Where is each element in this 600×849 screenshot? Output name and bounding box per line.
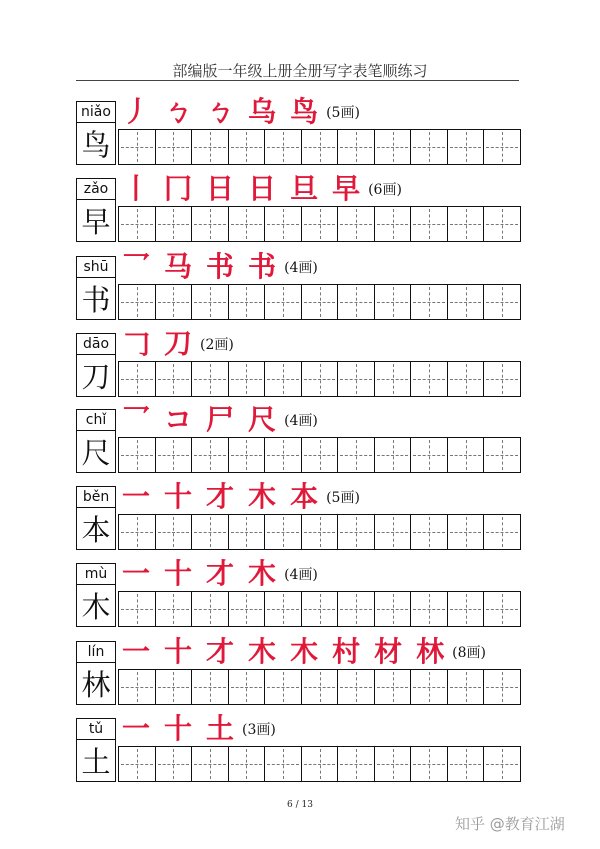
stroke-count-label: (5画) — [326, 490, 360, 506]
writing-cell[interactable] — [229, 515, 266, 549]
stroke-step: 林 — [416, 635, 445, 668]
writing-cell[interactable] — [375, 285, 412, 319]
writing-cell[interactable] — [265, 515, 302, 549]
writing-cell[interactable] — [192, 285, 229, 319]
writing-cell[interactable] — [338, 438, 375, 472]
stroke-count-label: (2画) — [200, 337, 234, 353]
writing-cell[interactable] — [156, 670, 193, 704]
writing-grid — [118, 669, 521, 705]
writing-cell[interactable] — [192, 515, 229, 549]
writing-cell[interactable] — [119, 438, 156, 472]
stroke-count-label: (8画) — [452, 645, 486, 661]
stroke-count-label: (4画) — [284, 413, 318, 429]
writing-cell[interactable] — [375, 515, 412, 549]
stroke-step: 书 — [206, 250, 235, 283]
stroke-step: 丨 — [122, 172, 151, 205]
writing-cell[interactable] — [448, 130, 485, 164]
writing-cell[interactable] — [411, 207, 448, 241]
writing-grid — [118, 437, 521, 473]
writing-cell[interactable] — [156, 285, 193, 319]
writing-cell[interactable] — [119, 207, 156, 241]
stroke-step: 冂 — [164, 172, 193, 205]
stroke-step: 乛 — [122, 403, 151, 436]
writing-grid — [118, 206, 521, 242]
stroke-step: 𠃌 — [122, 327, 151, 360]
writing-cell[interactable] — [192, 592, 229, 626]
writing-cell[interactable] — [448, 285, 485, 319]
stroke-order-sequence — [122, 172, 402, 206]
writing-cell[interactable] — [302, 285, 339, 319]
stroke-step: 丿 — [122, 95, 151, 128]
writing-cell[interactable] — [448, 515, 485, 549]
writing-cell[interactable] — [484, 130, 520, 164]
character-box: 书 — [76, 278, 116, 320]
writing-cell[interactable] — [156, 515, 193, 549]
header-divider — [76, 80, 519, 81]
writing-cell[interactable] — [192, 747, 229, 781]
pinyin-box: shū — [76, 256, 116, 278]
writing-cell[interactable] — [302, 747, 339, 781]
writing-cell[interactable] — [375, 670, 412, 704]
writing-cell[interactable] — [156, 362, 193, 396]
stroke-step: 书 — [248, 250, 277, 283]
stroke-step: 乛 — [122, 250, 151, 283]
stroke-order-sequence — [122, 635, 486, 669]
writing-cell[interactable] — [302, 438, 339, 472]
stroke-order-sequence — [122, 95, 360, 129]
stroke-order-sequence — [122, 712, 276, 746]
stroke-step: 村 — [332, 635, 361, 668]
practice-row — [76, 403, 521, 475]
writing-cell[interactable] — [265, 670, 302, 704]
writing-cell[interactable] — [229, 592, 266, 626]
character-box: 尺 — [76, 431, 116, 473]
practice-row — [76, 635, 521, 707]
writing-cell[interactable] — [484, 438, 520, 472]
writing-cell[interactable] — [448, 207, 485, 241]
writing-cell[interactable] — [192, 362, 229, 396]
stroke-order-sequence — [122, 250, 318, 284]
writing-cell[interactable] — [338, 670, 375, 704]
stroke-count-label: (3画) — [242, 722, 276, 738]
writing-cell[interactable] — [229, 670, 266, 704]
writing-cell[interactable] — [375, 592, 412, 626]
writing-cell[interactable] — [375, 130, 412, 164]
writing-cell[interactable] — [119, 130, 156, 164]
stroke-step: 马 — [164, 250, 193, 283]
pinyin-box: dāo — [76, 333, 116, 355]
page-title: 部编版一年级上册全册写字表笔顺练习 — [172, 62, 428, 80]
stroke-step: ㄅ — [206, 95, 235, 128]
writing-cell[interactable] — [192, 130, 229, 164]
stroke-step: 十 — [164, 635, 193, 668]
writing-grid — [118, 129, 521, 165]
writing-cell[interactable] — [192, 207, 229, 241]
writing-cell[interactable] — [484, 207, 520, 241]
writing-cell[interactable] — [302, 592, 339, 626]
writing-cell[interactable] — [484, 285, 520, 319]
character-box: 本 — [76, 508, 116, 550]
character-box: 土 — [76, 740, 116, 782]
pinyin-box: tǔ — [76, 718, 116, 740]
writing-cell[interactable] — [229, 438, 266, 472]
pinyin-box: lín — [76, 641, 116, 663]
writing-cell[interactable] — [119, 670, 156, 704]
writing-cell[interactable] — [265, 592, 302, 626]
stroke-step: 才 — [206, 480, 235, 513]
stroke-step: 尺 — [248, 403, 277, 436]
stroke-step: 早 — [332, 172, 361, 205]
pinyin-box: chǐ — [76, 409, 116, 431]
writing-cell[interactable] — [448, 362, 485, 396]
stroke-step: 十 — [164, 480, 193, 513]
writing-cell[interactable] — [302, 130, 339, 164]
writing-cell[interactable] — [411, 438, 448, 472]
pinyin-box: zǎo — [76, 178, 116, 200]
stroke-step: 本 — [290, 480, 319, 513]
writing-grid — [118, 284, 521, 320]
stroke-step: 乌 — [248, 95, 277, 128]
writing-cell[interactable] — [338, 207, 375, 241]
stroke-count-label: (4画) — [284, 260, 318, 276]
writing-cell[interactable] — [156, 592, 193, 626]
writing-cell[interactable] — [265, 207, 302, 241]
character-box: 林 — [76, 663, 116, 705]
writing-cell[interactable] — [192, 438, 229, 472]
writing-cell[interactable] — [302, 207, 339, 241]
writing-cell[interactable] — [411, 285, 448, 319]
writing-cell[interactable] — [119, 592, 156, 626]
writing-cell[interactable] — [338, 592, 375, 626]
writing-cell[interactable] — [411, 130, 448, 164]
writing-grid — [118, 746, 521, 782]
writing-grid — [118, 591, 521, 627]
pinyin-box: niǎo — [76, 101, 116, 123]
writing-cell[interactable] — [302, 515, 339, 549]
stroke-step: 日 — [248, 172, 277, 205]
writing-cell[interactable] — [192, 670, 229, 704]
page-number: 6 / 13 — [287, 800, 313, 810]
practice-row — [76, 712, 521, 784]
stroke-step: コ — [164, 403, 193, 436]
writing-cell[interactable] — [338, 285, 375, 319]
stroke-count-label: (4画) — [284, 567, 318, 583]
writing-cell[interactable] — [448, 670, 485, 704]
writing-cell[interactable] — [119, 362, 156, 396]
writing-cell[interactable] — [338, 362, 375, 396]
writing-cell[interactable] — [411, 592, 448, 626]
writing-cell[interactable] — [448, 438, 485, 472]
writing-cell[interactable] — [338, 130, 375, 164]
practice-row — [76, 95, 521, 167]
writing-cell[interactable] — [156, 207, 193, 241]
writing-cell[interactable] — [156, 747, 193, 781]
stroke-step: 一 — [122, 557, 151, 590]
stroke-order-sequence — [122, 327, 234, 361]
stroke-step: 才 — [206, 557, 235, 590]
practice-row — [76, 480, 521, 552]
writing-cell[interactable] — [411, 670, 448, 704]
stroke-step: 鸟 — [290, 95, 319, 128]
stroke-step: 旦 — [290, 172, 319, 205]
writing-grid — [118, 361, 521, 397]
stroke-step: ㄅ — [164, 95, 193, 128]
writing-cell[interactable] — [484, 670, 520, 704]
writing-cell[interactable] — [119, 747, 156, 781]
writing-cell[interactable] — [448, 747, 485, 781]
watermark: 知乎 @教育江湖 — [455, 815, 565, 833]
writing-cell[interactable] — [411, 747, 448, 781]
stroke-order-sequence — [122, 557, 318, 591]
stroke-count-label: (5画) — [326, 105, 360, 121]
writing-cell[interactable] — [265, 285, 302, 319]
writing-cell[interactable] — [375, 207, 412, 241]
stroke-step: 材 — [374, 635, 403, 668]
practice-row — [76, 557, 521, 629]
character-box: 早 — [76, 200, 116, 242]
writing-cell[interactable] — [156, 130, 193, 164]
character-box: 木 — [76, 585, 116, 627]
stroke-step: 木 — [248, 635, 277, 668]
writing-cell[interactable] — [338, 515, 375, 549]
writing-cell[interactable] — [375, 362, 412, 396]
writing-cell[interactable] — [229, 362, 266, 396]
practice-row — [76, 172, 521, 244]
character-box: 鸟 — [76, 123, 116, 165]
stroke-count-label: (6画) — [368, 182, 402, 198]
writing-cell[interactable] — [229, 747, 266, 781]
writing-cell[interactable] — [265, 362, 302, 396]
stroke-step: 才 — [206, 635, 235, 668]
writing-cell[interactable] — [119, 285, 156, 319]
practice-row — [76, 327, 521, 399]
stroke-step: 木 — [290, 635, 319, 668]
writing-cell[interactable] — [229, 130, 266, 164]
writing-cell[interactable] — [229, 207, 266, 241]
pinyin-box: mù — [76, 563, 116, 585]
stroke-step: 一 — [122, 480, 151, 513]
stroke-step: 土 — [206, 712, 235, 745]
writing-cell[interactable] — [119, 515, 156, 549]
writing-cell[interactable] — [484, 747, 520, 781]
writing-cell[interactable] — [484, 515, 520, 549]
writing-cell[interactable] — [375, 747, 412, 781]
writing-cell[interactable] — [448, 592, 485, 626]
writing-cell[interactable] — [302, 362, 339, 396]
stroke-step: 十 — [164, 712, 193, 745]
writing-grid — [118, 514, 521, 550]
stroke-step: 一 — [122, 635, 151, 668]
writing-cell[interactable] — [265, 438, 302, 472]
character-box: 刀 — [76, 355, 116, 397]
practice-row — [76, 250, 521, 322]
stroke-step: 十 — [164, 557, 193, 590]
stroke-step: 日 — [206, 172, 235, 205]
stroke-step: 木 — [248, 557, 277, 590]
writing-cell[interactable] — [484, 362, 520, 396]
writing-cell[interactable] — [265, 747, 302, 781]
writing-cell[interactable] — [156, 438, 193, 472]
writing-cell[interactable] — [302, 670, 339, 704]
writing-cell[interactable] — [411, 515, 448, 549]
writing-cell[interactable] — [484, 592, 520, 626]
writing-cell[interactable] — [338, 747, 375, 781]
stroke-order-sequence — [122, 480, 360, 514]
writing-cell[interactable] — [375, 438, 412, 472]
pinyin-box: běn — [76, 486, 116, 508]
writing-cell[interactable] — [411, 362, 448, 396]
stroke-step: 刀 — [164, 327, 193, 360]
writing-cell[interactable] — [229, 285, 266, 319]
stroke-step: 尸 — [206, 403, 235, 436]
stroke-order-sequence — [122, 403, 318, 437]
stroke-step: 一 — [122, 712, 151, 745]
stroke-step: 木 — [248, 480, 277, 513]
writing-cell[interactable] — [265, 130, 302, 164]
